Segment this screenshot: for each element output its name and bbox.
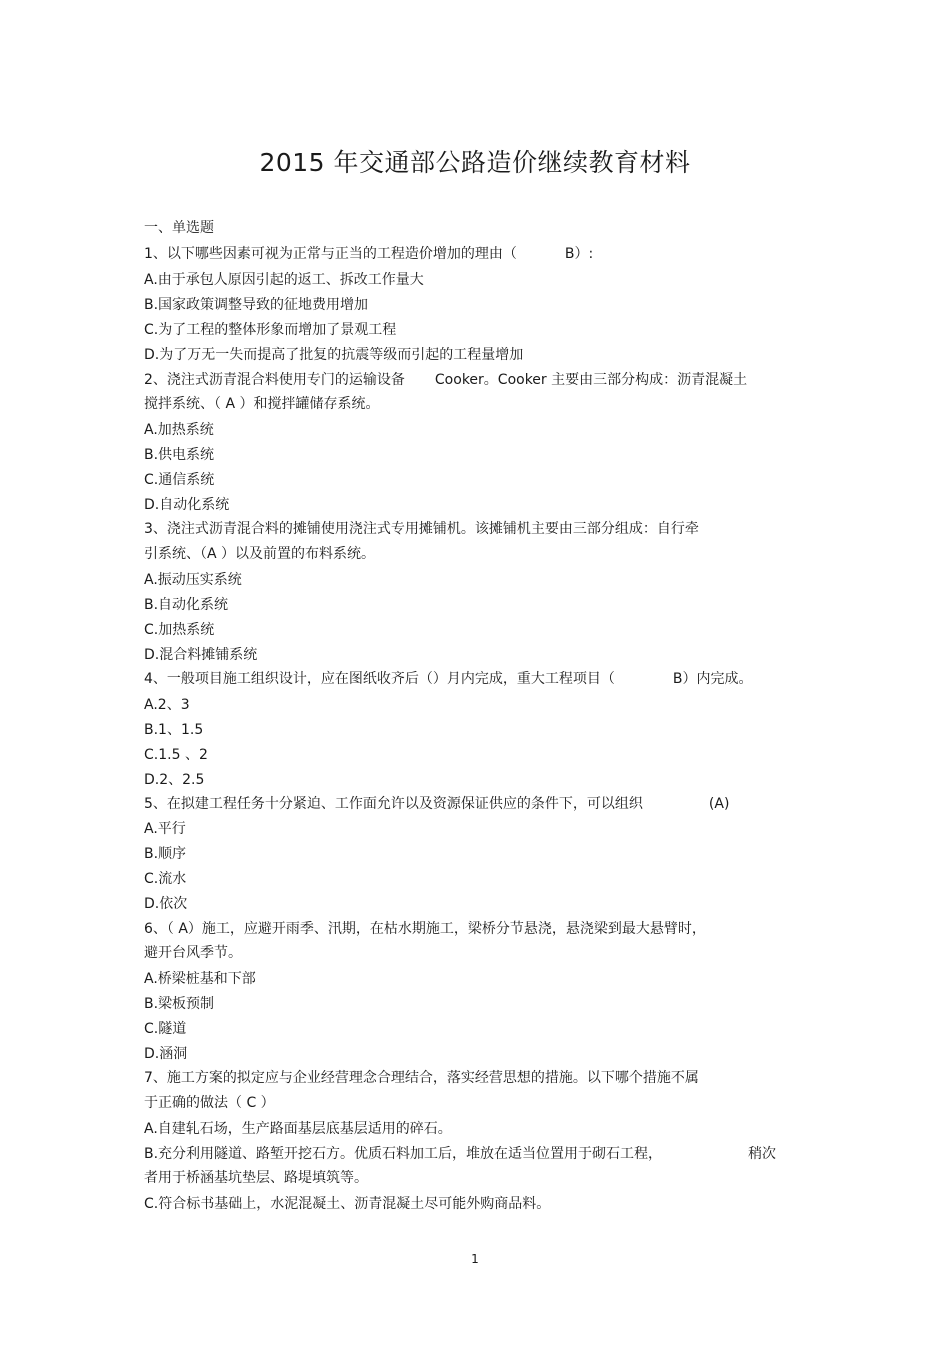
question-stem-cont: Cooker。Cooker 主要由三部分构成：沥青混凝土 (434, 372, 748, 388)
option: A.由于承包人原因引起的返工、拆改工作量大 (144, 272, 424, 288)
question-1 (144, 245, 593, 263)
question-5 (144, 795, 729, 813)
page-number: 1 (471, 1252, 479, 1266)
option: A.桥梁桩基和下部 (144, 971, 256, 987)
option: C.符合标书基础上，水泥混凝土、沥青混凝土尽可能外购商品料。 (144, 1196, 551, 1212)
option: C.为了工程的整体形象而增加了景观工程 (144, 322, 397, 338)
option: D.2、2.5 (144, 772, 205, 788)
option: D.依次 (144, 896, 188, 912)
option: C.隧道 (144, 1021, 187, 1037)
question-3: 3、浇注式沥青混合料的摊铺使用浇注式专用摊铺机。该摊铺机主要由三部分组成：自行牵 (144, 521, 699, 537)
option: C.流水 (144, 871, 187, 887)
option-text: B.充分利用隧道、路堑开挖石方。优质石料加工后，堆放在适当位置用于砌石工程， (144, 1146, 663, 1162)
question-stem-cont: 搅拌系统、（ A ）和搅拌罐储存系统。 (144, 396, 380, 412)
option: D.自动化系统 (144, 497, 230, 513)
option: B.1、1.5 (144, 722, 204, 738)
option: D.为了万无一失而提高了批复的抗震等级而引起的工程量增加 (144, 347, 524, 363)
option: B.梁板预制 (144, 996, 215, 1012)
question-stem: 5、在拟建工程任务十分紧迫、工作面允许以及资源保证供应的条件下，可以组织 (144, 796, 643, 812)
option: A.振动压实系统 (144, 572, 242, 588)
question-stem: 1、以下哪些因素可视为正常与正当的工程造价增加的理由（ (144, 246, 517, 262)
option-text-cont: 稍次 (748, 1146, 777, 1162)
question-7: 7、施工方案的拟定应与企业经营理念合理结合，落实经营思想的措施。以下哪个措施不属 (144, 1070, 699, 1086)
document-title: 2015 年交通部公路造价继续教育材料 (259, 148, 691, 177)
question-answer: B）内完成。 (672, 671, 753, 687)
question-stem-cont: 引系统、（A ）以及前置的布料系统。 (144, 546, 376, 562)
option: B.国家政策调整导致的征地费用增加 (144, 297, 369, 313)
option: A.2、3 (144, 697, 190, 713)
question-stem: 2、浇注式沥青混合料使用专门的运输设备 (144, 372, 405, 388)
option: C.通信系统 (144, 472, 215, 488)
option (144, 1145, 776, 1163)
question-stem-cont: 于正确的做法（ C ） (144, 1095, 275, 1111)
option: B.供电系统 (144, 447, 215, 463)
option: B.顺序 (144, 846, 187, 862)
option: D.混合料摊铺系统 (144, 647, 258, 663)
option: D.涵洞 (144, 1046, 188, 1062)
question-4 (144, 670, 753, 688)
option: C.1.5 、2 (144, 747, 208, 763)
question-stem: 4、一般项目施工组织设计，应在图纸收齐后（）月内完成，重大工程项目（ (144, 671, 615, 687)
option: A.平行 (144, 821, 186, 837)
option: C.加热系统 (144, 622, 215, 638)
question-answer: B）: (564, 246, 594, 262)
question-2 (144, 371, 747, 389)
question-answer: (A) (708, 796, 730, 812)
section-heading: 一、单选题 (144, 220, 214, 236)
question-stem-cont: 避开台风季节。 (144, 945, 242, 961)
option: A.自建轧石场，生产路面基层底基层适用的碎石。 (144, 1121, 452, 1137)
option: B.自动化系统 (144, 597, 229, 613)
option: A.加热系统 (144, 422, 214, 438)
option-cont: 者用于桥涵基坑垫层、路堤填筑等。 (144, 1170, 368, 1186)
question-6: 6、（ A）施工，应避开雨季、汛期，在枯水期施工，梁桥分节悬浇，悬浇梁到最大悬臂时， (144, 921, 706, 937)
